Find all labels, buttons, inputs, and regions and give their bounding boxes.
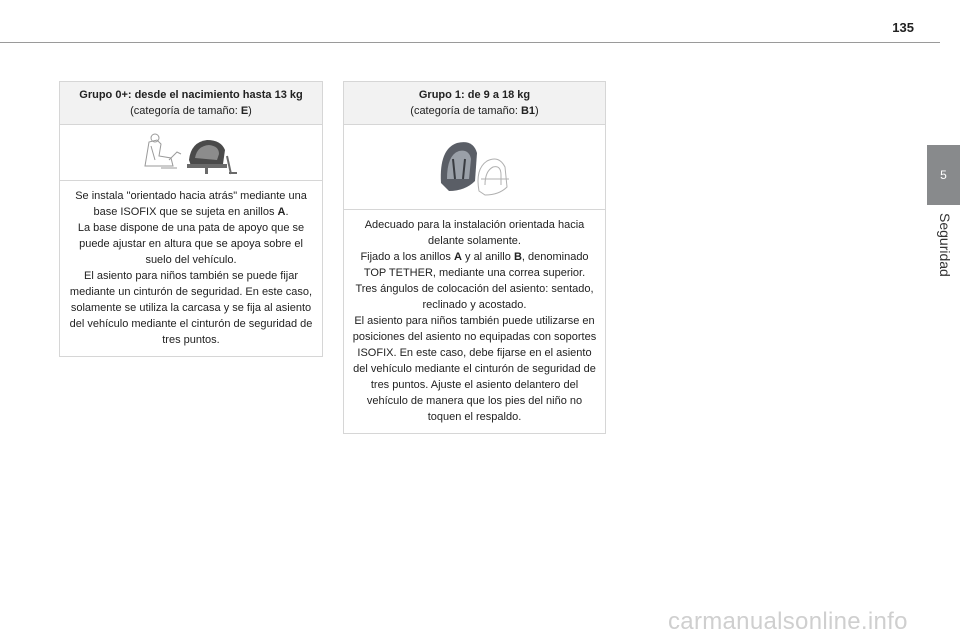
seat-group-card — [59, 81, 323, 357]
card-title: Grupo 0+: desde el nacimiento hasta 13 kg — [79, 89, 303, 101]
seat-group-card — [343, 81, 606, 434]
ring-label: A — [454, 251, 462, 263]
watermark: carmanualsonline.info — [668, 608, 908, 635]
card-body — [60, 181, 322, 356]
chapter-number: 5 — [940, 168, 947, 182]
size-prefix: (categoría de tamaño: — [410, 105, 521, 117]
text-run: Fijado a los anillos — [360, 251, 454, 263]
card-paragraph: El asiento para niños también puede utilizarse en posiciones del asiento no equipadas con soportes ISOFIX. En este caso, debe fijarse en el asiento del vehículo mediante el cinturón de seguridad de tres puntos. Ajuste el asiento delantero del vehículo de manera que los pies del niño no toquen el respaldo. — [352, 315, 597, 423]
card-paragraph: Tres ángulos de colocación del asiento: sentado, reclinado y acostado. — [355, 283, 594, 311]
forward-facing-child-seat-icon — [344, 125, 605, 210]
card-header — [60, 82, 322, 125]
card-body — [344, 210, 605, 433]
card-paragraph: El asiento para niños también se puede fijar mediante un cinturón de seguridad. En este caso, solamente se utiliza la carcasa y se fija al asiento del vehículo mediante el cinturón de seguridad de tres puntos. — [69, 270, 313, 346]
size-category — [410, 105, 538, 117]
text-run: Se instala "orientado hacia atrás" mediante una base ISOFIX que se sujeta en anillos — [75, 190, 307, 218]
text-run: , denominado TOP TETHER, mediante una correa superior. — [363, 251, 589, 279]
chapter-label-text: Seguridad — [937, 213, 953, 277]
ring-label: A — [277, 206, 286, 218]
size-value: B1 — [520, 105, 536, 117]
chapter-label — [929, 213, 957, 333]
card-paragraph — [68, 188, 314, 220]
size-suffix: ) — [535, 105, 539, 117]
card-title: Grupo 1: de 9 a 18 kg — [418, 89, 531, 101]
size-value: E — [240, 105, 249, 117]
size-prefix: (categoría de tamaño: — [130, 105, 241, 117]
text-run: . — [285, 206, 289, 218]
card-paragraph: Adecuado para la instalación orientada hacia delante solamente. — [364, 219, 585, 247]
page-number: 135 — [892, 20, 914, 35]
card-paragraph: La base dispone de una pata de apoyo que se puede ajustar en altura que se apoya sobre el suelo del vehículo. — [77, 222, 305, 266]
card-paragraph — [352, 249, 597, 281]
card-header — [344, 82, 605, 125]
ring-label: B — [513, 251, 522, 263]
size-suffix: ) — [248, 105, 252, 117]
text-run: y al anillo — [461, 251, 514, 263]
rear-facing-isofix-seat-icon — [60, 125, 322, 181]
chapter-tab[interactable] — [927, 145, 960, 205]
header-rule — [0, 42, 940, 43]
size-category — [130, 105, 252, 117]
